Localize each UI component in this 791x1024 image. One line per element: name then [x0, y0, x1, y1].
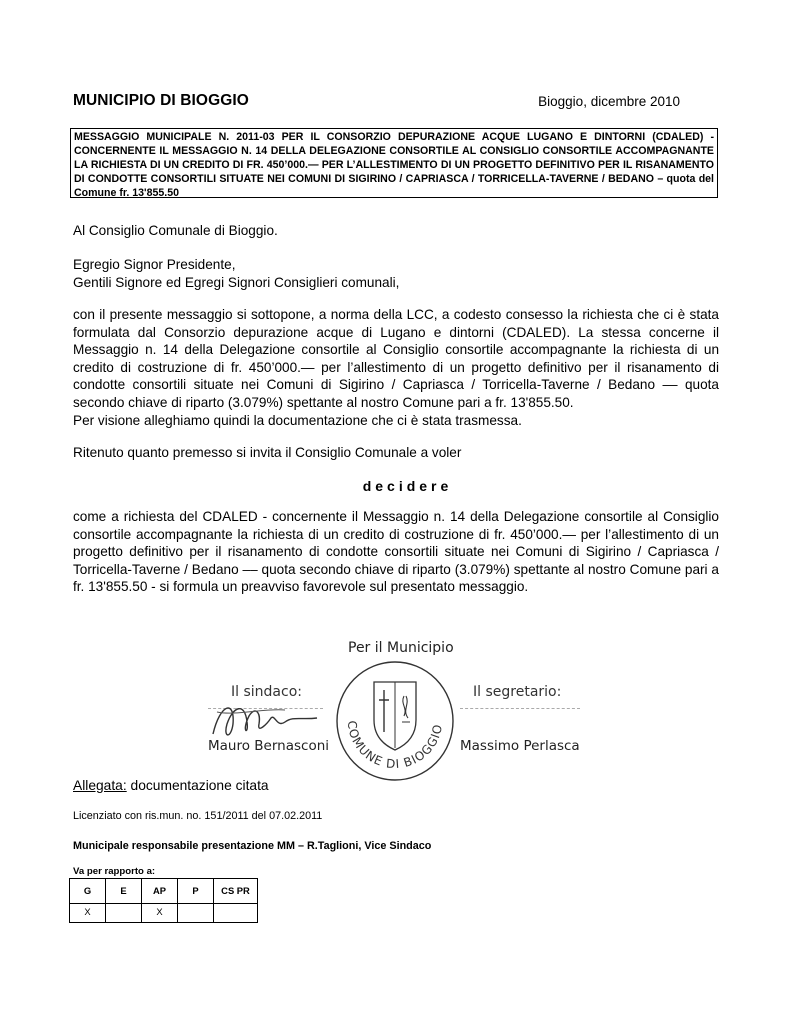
per-municipio-label: Per il Municipio	[348, 640, 454, 656]
licenziato-note: Licenziato con ris.mun. no. 151/2011 del 07.02.2011	[73, 810, 323, 822]
address-line: Al Consiglio Comunale di Bioggio.	[73, 223, 278, 238]
greeting-line-2: Gentili Signore ed Egregi Signori Consiglieri comunali,	[73, 274, 400, 290]
rapporto-header-cspr: CS PR	[214, 879, 258, 904]
rapporto-mark-g: X	[70, 904, 106, 923]
rapporto-header-row	[70, 879, 258, 904]
sindaco-signature	[205, 694, 325, 744]
rapporto-header-g: G	[70, 879, 106, 904]
rapporto-mark-cspr	[214, 904, 258, 923]
document-date: Bioggio, dicembre 2010	[538, 94, 680, 109]
allegata-label: Allegata:	[73, 778, 127, 793]
segretario-signature-line	[460, 708, 580, 709]
rapporto-mark-row	[70, 904, 258, 923]
body-text	[73, 306, 719, 429]
decidere-heading: decidere	[362, 478, 453, 494]
responsabile-note: Municipale responsabile presentazione MM – R.Taglioni, Vice Sindaco	[73, 840, 432, 852]
sindaco-label: Il sindaco:	[231, 684, 302, 700]
allegata-line	[73, 778, 269, 793]
municipal-seal	[334, 660, 456, 782]
segretario-name: Massimo Perlasca	[460, 738, 580, 754]
sindaco-name: Mauro Bernasconi	[208, 738, 330, 754]
rapporto-mark-ap: X	[142, 904, 178, 923]
rapporto-mark-p	[178, 904, 214, 923]
rapporto-header-e: E	[106, 879, 142, 904]
rapporto-title: Va per rapporto a:	[73, 866, 156, 877]
rapporto-mark-e	[106, 904, 142, 923]
greeting	[73, 256, 719, 291]
body-paragraph-1: con il presente messaggio si sottopone, a norma della LCC, a codesto consesso la richiesta che ci è stata formulata dal Consorzio depurazione acque di Lugano e dintorni (CDALED). La stessa concerne il Messaggio n. 14 della Delegazione consortile al Consiglio consortile accompagnante la richiesta di un credito di costruzione di fr. 450’000.— per l’allestimento di un progetto definitivo per il risanamento di condotte consortili situate nei Comuni di Sigirino / Capriasca / Torricella-Taverne / Bedano –– quota secondo chiave di riparto (3.079%) spettante al nostro Comune pari a fr. 13'855.50.	[73, 307, 719, 410]
body-paragraph-2: Per visione alleghiamo quindi la documentazione che ci è stata trasmessa.	[73, 412, 522, 428]
premise-line: Ritenuto quanto premesso si invita il Consiglio Comunale a voler	[73, 445, 462, 460]
rapporto-table	[69, 878, 258, 923]
rapporto-header-p: P	[178, 879, 214, 904]
seal-text: COMUNE DI BIOGGIO	[344, 719, 446, 772]
municipality-title: MUNICIPIO DI BIOGGIO	[73, 92, 249, 109]
allegata-text: documentazione citata	[126, 778, 269, 793]
rapporto-header-ap: AP	[142, 879, 178, 904]
subject-box: MESSAGGIO MUNICIPALE N. 2011-03 PER IL CONSORZIO DEPURAZIONE ACQUE LUGANO E DINTORNI (CDALED) - CONCERNENTE IL MESSAGGIO N. 14 DELLA DELEGAZIONE CONSORTILE AL CONSIGLIO CONSORTILE ACCOMPAGNANTE LA RICHIESTA DI UN CREDITO DI FR. 450’000.— PER L’ALLESTIMENTO DI UN PROGETTO DEFINITIVO PER IL RISANAMENTO DI CONDOTTE CONSORTILI SITUATE NEI COMUNI DI SIGIRINO / CAPRIASCA / TORRICELLA-TAVERNE / BEDANO – quota del Comune fr. 13'855.50	[70, 128, 718, 198]
greeting-line-1: Egregio Signor Presidente,	[73, 257, 236, 272]
decision-paragraph: come a richiesta del CDALED - concernente il Messaggio n. 14 della Delegazione consortile al Consiglio consortile accompagnante la richiesta di un credito di costruzione di fr. 450’000.— per l’allestimento di un progetto definitivo per il risanamento di condotte consortili situate nei Comuni di Sigirino / Capriasca / Torricella-Taverne / Bedano –– quota secondo chiave di riparto (3.079%) spettante al nostro Comune pari a fr. 13'855.50 - si formula un preavviso favorevole sul presentato messaggio.	[73, 509, 719, 595]
segretario-label: Il segretario:	[473, 684, 562, 700]
